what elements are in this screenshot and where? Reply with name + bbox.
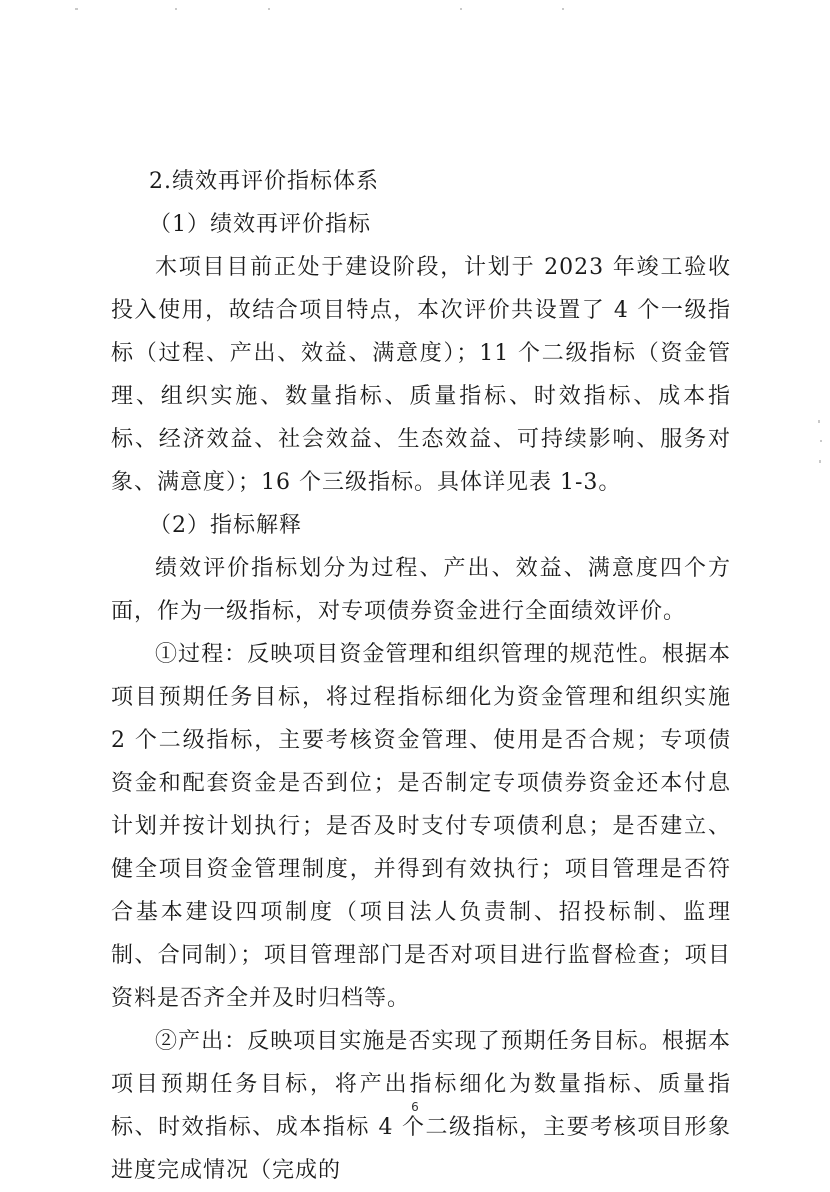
scan-artifact xyxy=(460,8,462,10)
scan-artifact xyxy=(820,440,822,442)
scan-artifact xyxy=(268,8,270,10)
scan-artifact xyxy=(562,8,564,10)
page-number: 6 xyxy=(411,1100,419,1114)
paragraph-indicator-division: 绩效评价指标划分为过程、产出、效益、满意度四个方面，作为一级指标，对专项债券资金进行全面绩效评价。 xyxy=(111,556,731,624)
paragraph-output-indicator: ②产出：反映项目实施是否实现了预期任务目标。根据本项目预期任务目标，将产出指标细化为数量指标、质量指标、时效指标、成本指标 4 个二级指标，主要考核项目形象进度完成情况（完成的 xyxy=(111,1029,731,1183)
scan-artifact xyxy=(175,8,177,10)
document-body xyxy=(111,160,731,1192)
subsection-heading-explanation: （2）指标解释 xyxy=(149,513,302,538)
paragraph-indicator-overview: 木项目目前正处于建设阶段，计划于 2023 年竣工验收投入使用，故结合项目特点，本次评价共设置了 4 个一级指标（过程、产出、效益、满意度）；11 个二级指标（资金管理、组织实施、数量指标、质量指标、时效指标、成本指标、经济效益、社会效益、生态效益、可持续影响、服务对象、满意度）；16 个三级指标。具体详见表 1-3。 xyxy=(111,255,731,495)
paragraph-process-indicator: ①过程：反映项目资金管理和组织管理的规范性。根据本项目预期任务目标，将过程指标细化为资金管理和组织实施 2 个二级指标，主要考核资金管理、使用是否合规；专项债资金和配套资金是否到位；是否制定专项债券资金还本付息计划并按计划执行；是否及时支付专项债利息；是否建立、健全项目资金管理制度，并得到有效执行；项目管理是否符合基本建设四项制度（项目法人负责制、招投标制、监理制、合同制）；项目管理部门是否对项目进行监督检查；项目资料是否齐全并及时归档等。 xyxy=(111,642,731,1011)
scan-artifact xyxy=(819,460,821,463)
subsection-heading-indicators: （1）绩效再评价指标 xyxy=(149,212,371,237)
scan-artifact xyxy=(75,8,78,10)
scan-artifact xyxy=(818,420,820,423)
section-heading: 2.绩效再评价指标体系 xyxy=(149,169,379,194)
